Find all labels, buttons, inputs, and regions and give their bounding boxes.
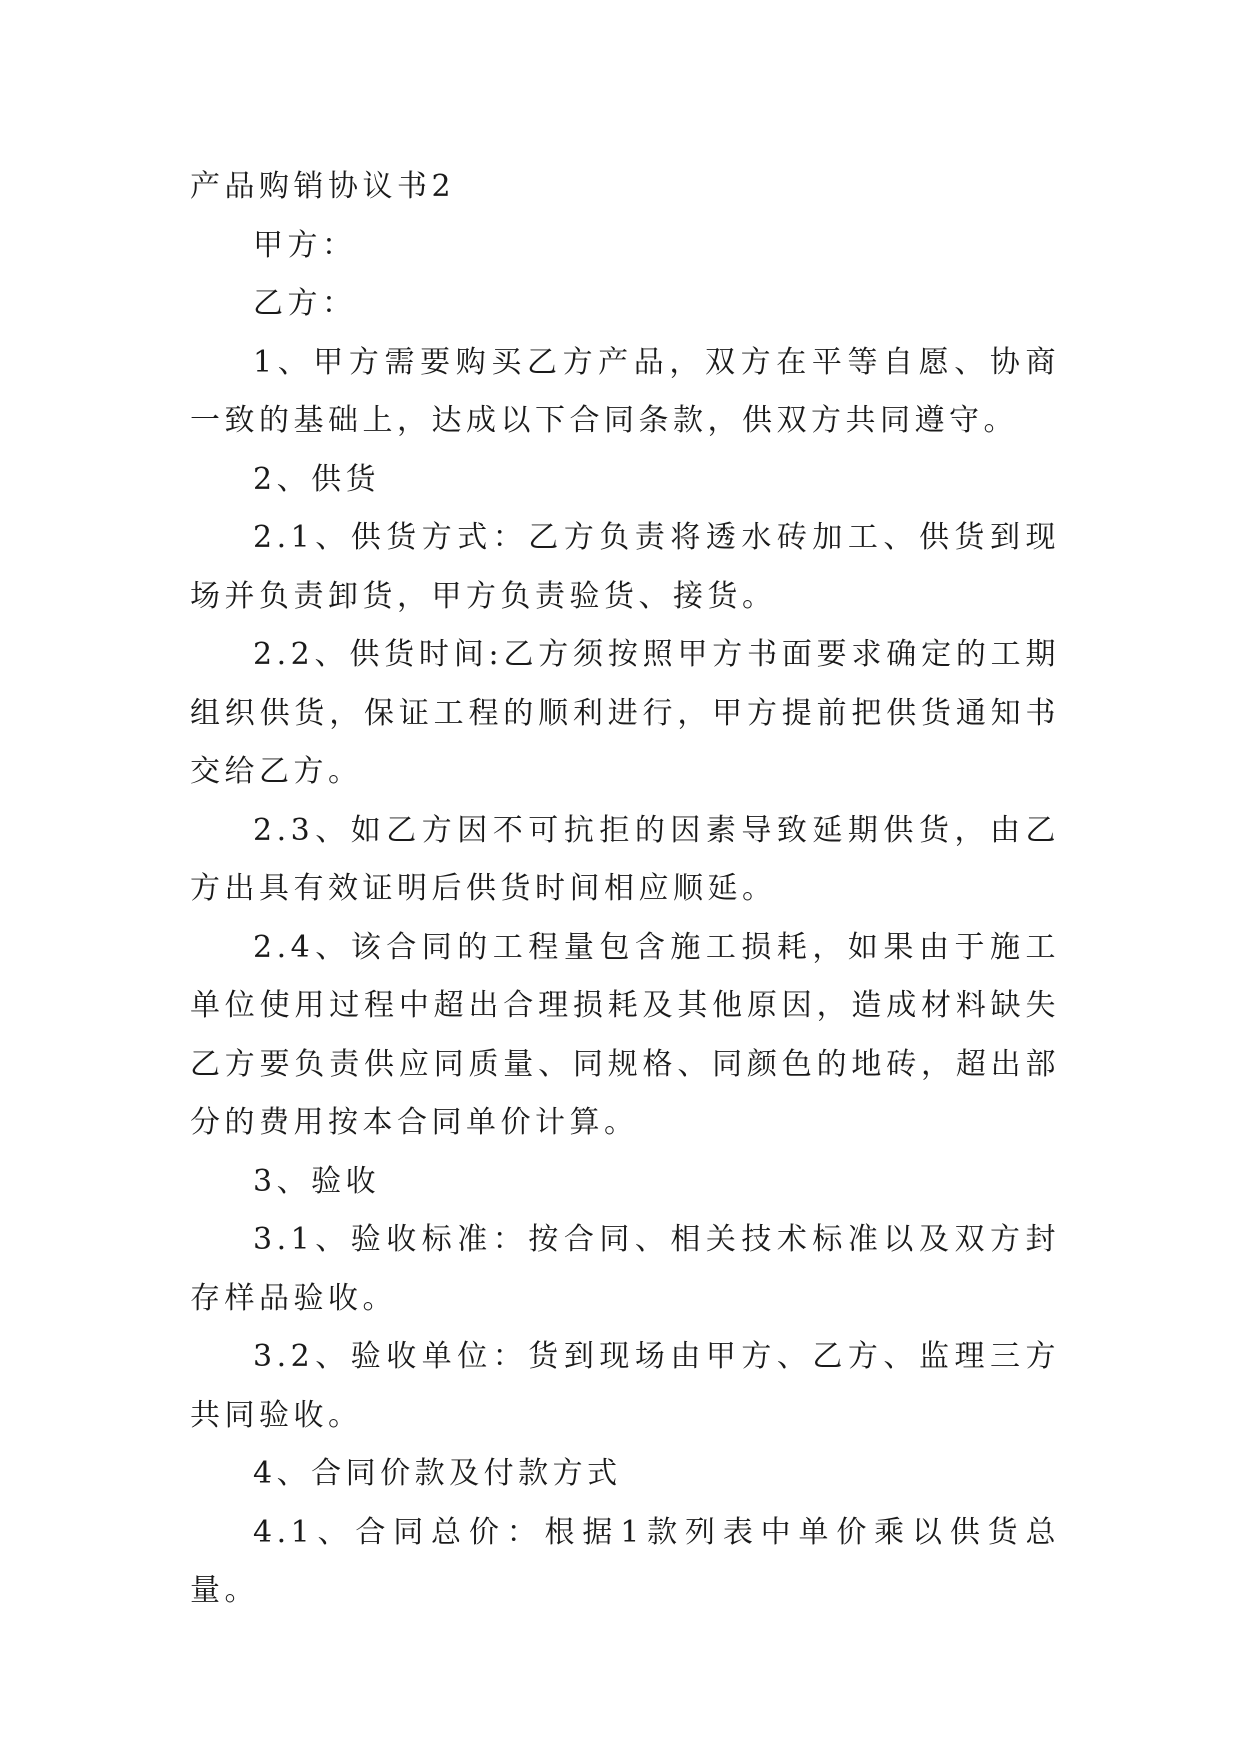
clause-3-1: 3.1、验收标准：按合同、相关技术标准以及双方封存样品验收。: [190, 1222, 1060, 1316]
clause-2-3: 2.3、如乙方因不可抗拒的因素导致延期供货，由乙方出具有效证明后供货时间相应顺延。: [190, 812, 1060, 906]
clause-2-2: 2.2、供货时间:乙方须按照甲方书面要求确定的工期组织供货，保证工程的顺利进行，甲方提前把供货通知书交给乙方。: [190, 637, 1060, 789]
document-body: [190, 158, 1060, 1621]
party-b-line: 乙方：: [253, 286, 357, 321]
party-a-line: 甲方：: [253, 227, 357, 263]
clause-4-1: 4.1、合同总价：根据1款列表中单价乘以供货总量。: [190, 1514, 1060, 1608]
section-heading-acceptance: 3、验收: [253, 1163, 381, 1199]
section-heading-payment: 4、合同价款及付款方式: [253, 1456, 622, 1491]
clause-2-1: 2.1、供货方式：乙方负责将透水砖加工、供货到现场并负责卸货，甲方负责验货、接货。: [190, 520, 1060, 614]
clause-2-4: 2.4、该合同的工程量包含施工损耗，如果由于施工单位使用过程中超出合理损耗及其他原因，造成材料缺失乙方要负责供应同质量、同规格、同颜色的地砖，超出部分的费用按本合同单价计算。: [190, 929, 1060, 1140]
clause-1: 1、甲方需要购买乙方产品，双方在平等自愿、协商一致的基础上，达成以下合同条款，供双方共同遵守。: [190, 344, 1060, 438]
clause-3-2: 3.2、验收单位：货到现场由甲方、乙方、监理三方共同验收。: [190, 1339, 1060, 1433]
document-title: 产品购销协议书2: [190, 169, 456, 204]
section-heading-supply: 2、供货: [253, 461, 381, 497]
